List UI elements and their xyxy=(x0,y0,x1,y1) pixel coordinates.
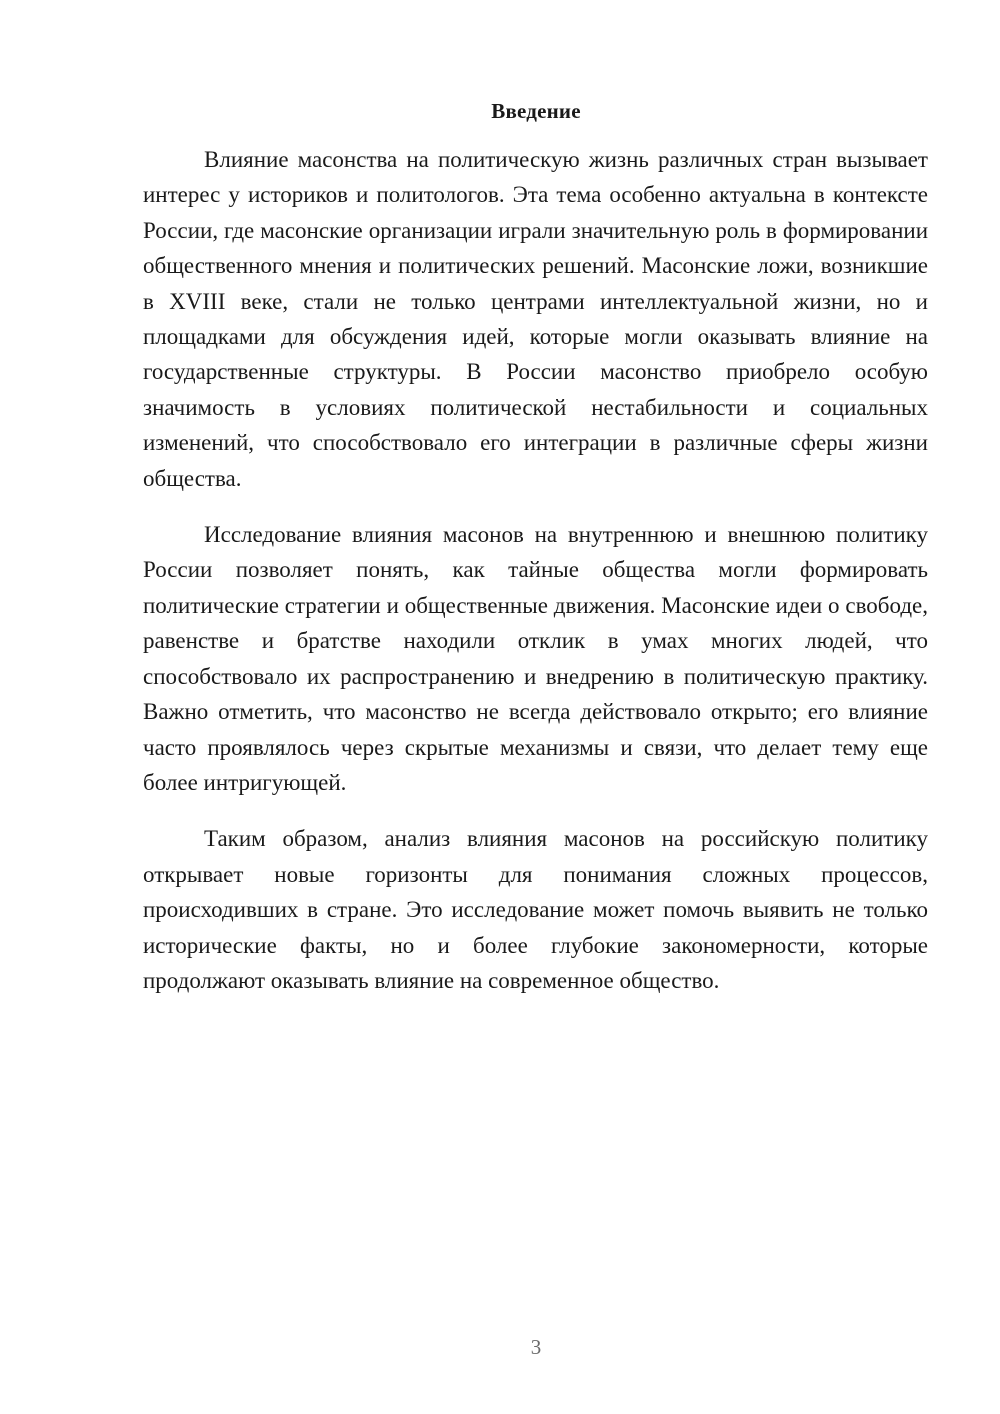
section-heading: Введение xyxy=(491,99,581,123)
paragraph-3: Таким образом, анализ влияния масонов на российскую политику открывает новые горизонты для понимания сложных процессов, происходивших в стране. Это исследование может помочь выявить не только исторические факты, но и более глубокие закономерности, которые продолжают оказывать влияние на современное общество. xyxy=(143,826,928,993)
page-number: 3 xyxy=(530,1335,542,1359)
paragraph-1: Влияние масонства на политическую жизнь различных стран вызывает интерес у историков и политологов. Эта тема особенно актуальна в контексте России, где масонские организации играли значительную роль в формировании общественного мнения и политических решений. Масонские ложи, возникшие в XVIII веке, стали не только центрами интеллектуальной жизни, но и площадками для обсуждения идей, которые могли оказывать влияние на государственные структуры. В России масонство приобрело особую значимость в условиях политической нестабильности и социальных изменений, что способствовало его интеграции в различные сферы жизни общества. xyxy=(143,147,928,491)
body-text xyxy=(143,142,928,1019)
paragraph-2: Исследование влияния масонов на внутреннюю и внешнюю политику России позволяет понять, как тайные общества могли формировать политические стратегии и общественные движения. Масонские идеи о свободе, равенстве и братстве находили отклик в умах многих людей, что способствовало их распространению и внедрению в политическую практику. Важно отметить, что масонство не всегда действовало открыто; его влияние часто проявлялось через скрытые механизмы и связи, что делает тему еще более интригующей. xyxy=(143,522,928,795)
